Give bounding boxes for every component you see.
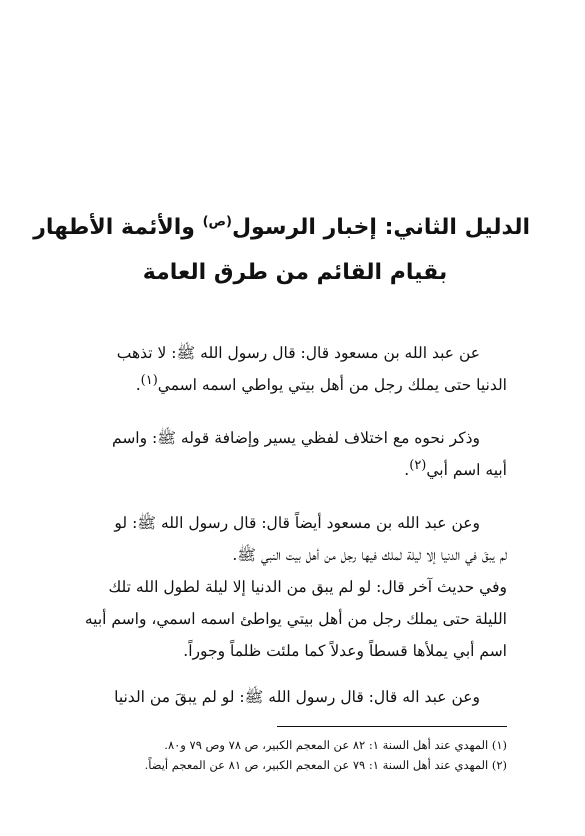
footnote-ref-2: (٢): [409, 457, 427, 473]
paragraph-2-line-2-text: أبيه اسم أبي: [426, 461, 507, 479]
footnote-1: (١) المهدي عند أهل السنة ١: ٨٢ عن المعجم الكبير، ص ٧٨ وص ٧٩ و٨٠.: [164, 738, 507, 752]
footnote-2: (٢) المهدي عند أهل السنة ١: ٧٩ عن المعجم الكبير، ص ٨١ عن المعجم أيضاً.: [144, 758, 507, 772]
paragraph-3-line-4: الليلة حتى يملك رجل من أهل بيتي يواطئ اسمه اسمي، واسم أبيه: [84, 610, 507, 628]
paragraph-3-line-2: لم يبقَ في الدنيا إلا ليلة لملك فيها رجل من أهل بيت النبي ﷺ.: [232, 546, 507, 564]
footnote-divider: [277, 726, 507, 727]
paragraph-2-line-2: [70, 457, 507, 479]
paragraph-1-line-2-text: الدنيا حتى يملك رجل من أهل بيتي يواطي اسمه اسمي: [157, 376, 507, 394]
paragraph-1-line-2: [70, 372, 507, 394]
paragraph-2-line-1: وذكر نحوه مع اختلاف لفظي يسير وإضافة قوله ﷺ: واسم: [112, 429, 480, 447]
paragraph-1-line-1: عن عبد الله بن مسعود قال: قال رسول الله ﷺ: لا تذهب: [116, 344, 480, 362]
paragraph-3-line-1: وعن عبد الله بن مسعود أيضاً قال: قال رسول الله ﷺ: لو: [114, 514, 480, 532]
paragraph-3-line-5: اسم أبي يملأها قسطاً وعدلاً كما ملئت ظلماً وجوراً.: [183, 642, 507, 660]
paragraph-3-line-3: وفي حديث آخر قال: لو لم يبق من الدنيا إلا ليلة لطول الله تلك: [108, 578, 507, 596]
heading-peace-mark: (ص): [202, 214, 232, 230]
heading-text-before: الدليل الثاني: إخبار الرسول: [231, 215, 530, 240]
footnote-ref-1: (١): [140, 372, 158, 388]
heading-text-after: والأئمة الأطهار: [33, 215, 203, 240]
chapter-heading-line-1: [33, 214, 530, 240]
paragraph-2-period: .: [404, 461, 410, 479]
paragraph-4-line-1: وعن عبد اله قال: قال رسول الله ﷺ: لو لم يبقَ من الدنيا: [114, 688, 480, 706]
paragraph-1-period: .: [135, 376, 141, 394]
chapter-heading-line-2: بقيام القائم من طرق العامة: [142, 260, 448, 285]
